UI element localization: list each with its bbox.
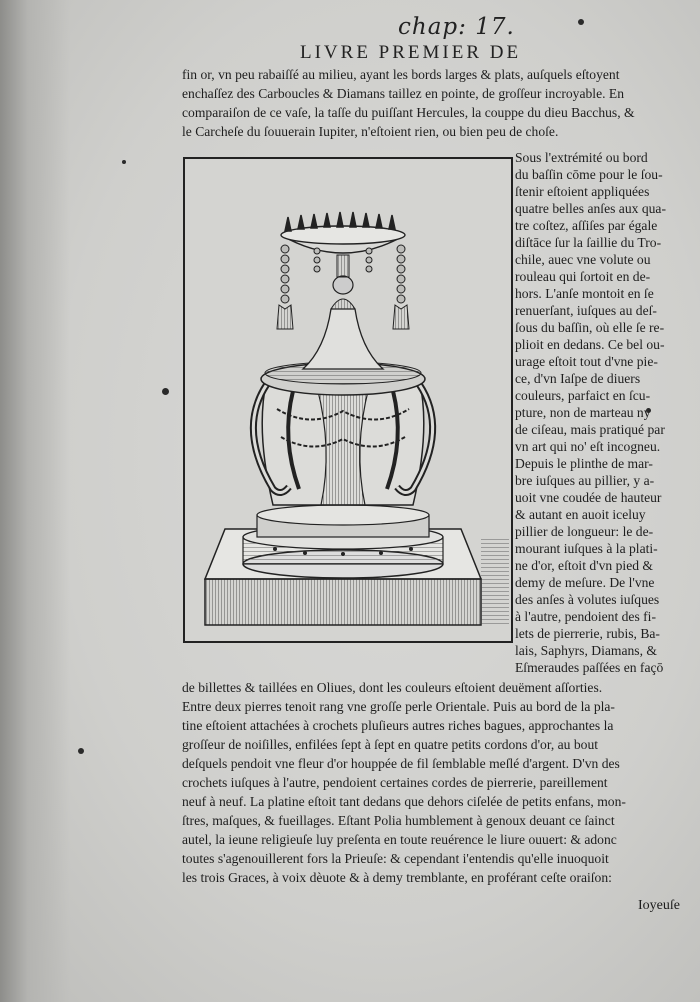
- text-line: lets de pierrerie, rubis, Ba-: [515, 626, 660, 641]
- ink-speck: [122, 160, 126, 164]
- running-head: LIVRE PREMIER DE: [300, 42, 522, 63]
- text-line: pillier de longueur: le de-: [515, 524, 654, 539]
- text-line: chile, auec vne volute ou: [515, 252, 651, 267]
- text-line: de billettes & taillées en Oliues, dont les couleurs eſtoient deuëment aſſorties.: [182, 680, 603, 695]
- text-line: ſtenir eſtoient appliquées: [515, 184, 650, 199]
- text-line: plioit en dedans. Ce bel ou-: [515, 337, 665, 352]
- vase-drawing: [185, 159, 511, 641]
- text-line: du baſſin cōme pour le ſou-: [515, 167, 663, 182]
- text-line: demy de meſure. De l'vne: [515, 575, 655, 590]
- text-line: à l'autre, pendoient des fi-: [515, 609, 656, 624]
- text-line: Entre deux pierres tenoit rang vne groſſe perle Orientale. Puis au bord de la pla-: [182, 699, 615, 714]
- text-line: neuf à neuf. La platine eſtoit tant dedans que dehors ciſelée de petits enfans, mon-: [182, 794, 626, 809]
- text-line: couleurs, parfaict en ſcu-: [515, 388, 651, 403]
- handwritten-chapter-annotation: chap: 17.: [398, 14, 515, 40]
- text-line: mourant iuſques à la plati-: [515, 541, 658, 556]
- catchword: Ioyeuſe: [638, 898, 680, 913]
- ink-speck: [78, 748, 84, 754]
- ink-speck: [162, 388, 169, 395]
- text-line: tre coſtez, aſſiſes par égale: [515, 218, 658, 233]
- text-line: ne d'or, eſtoit d'vn pied &: [515, 558, 654, 573]
- text-line: des anſes à volutes iuſques: [515, 592, 660, 607]
- text-line: uoit vne coudée de hauteur: [515, 490, 662, 505]
- text-line: autel, la ieune religieuſe luy preſenta en toute reuérence le liure ouuert: & adonc: [182, 832, 617, 847]
- text-line: pture, non de marteau ny: [515, 405, 651, 420]
- text-line: vn art qui no' eſt incogneu.: [515, 439, 661, 454]
- text-line: urage eſtoit tout d'vne pie-: [515, 354, 658, 369]
- text-line: Depuis le plinthe de mar-: [515, 456, 653, 471]
- text-line: toutes s'agenouillerent fors la Prieuſe: & cependant i'entendis qu'elle inuoquoit: [182, 851, 609, 866]
- text-line: fin or, vn peu rabaiſſé au milieu, ayant les bords larges & plats, auſquels eſtoyent: [182, 67, 620, 82]
- text-line: Sous l'extrémité ou bord: [515, 150, 648, 165]
- text-line: enchaſſez des Carboucles & Diamans taillez en pointe, de groſſeur incroyable. En: [182, 86, 625, 101]
- ink-speck: [578, 19, 584, 25]
- text-line: hors. L'anſe montoit en ſe: [515, 286, 654, 301]
- text-line: rouleau qui ſortoit en de-: [515, 269, 651, 284]
- text-line: groſſeur de noiſilles, enfilées ſept à ſept en quatre petits cordons d'or, au bout: [182, 737, 599, 752]
- text-line: bre iuſques au pillier, y a-: [515, 473, 655, 488]
- woodcut-illustration-vase: [183, 157, 513, 643]
- text-line: & autant en auoit iceluy: [515, 507, 646, 522]
- page-gutter-shadow: [0, 0, 70, 1002]
- text-line: renuerſant, iuſques au deſ-: [515, 303, 657, 318]
- text-line: Eſmeraudes paſſées en façō: [515, 660, 664, 675]
- text-line: ce, d'vn Iaſpe de diuers: [515, 371, 641, 386]
- text-line: quatre belles anſes aux qua-: [515, 201, 666, 216]
- text-line: deſquels pendoit vne fleur d'or houppée de fil ſemblable meſlé d'argent. D'vn des: [182, 756, 620, 771]
- text-line: lais, Saphyrs, Diamans, &: [515, 643, 657, 658]
- text-line: ſous du baſſin, où elle ſe re-: [515, 320, 665, 335]
- text-line: les trois Graces, à voix dèuote & à demy tremblante, en proférant ceſte oraiſon:: [182, 870, 612, 885]
- text-line: crochets iuſques à l'autre, pendoient certaines cordes de pierrerie, pareillement: [182, 775, 608, 790]
- text-line: tine eſtoient attachées à crochets pluſieurs autres riches bagues, approchantes la: [182, 718, 614, 733]
- text-line: comparaiſon de ce vaſe, la taſſe du puiſſant Hercules, la couppe du dieu Bacchus, &: [182, 105, 635, 120]
- text-line: de ciſeau, mais pratiqué par: [515, 422, 665, 437]
- text-line: diſtāce ſur la ſaillie du Tro-: [515, 235, 662, 250]
- text-line: le Carcheſe du ſouuerain Iupiter, n'eſtoient rien, ou bien peu de choſe.: [182, 124, 559, 139]
- text-line: ſtres, maſques, & fueillages. Eſtant Polia humblement à genoux deuant ce ſainct: [182, 813, 615, 828]
